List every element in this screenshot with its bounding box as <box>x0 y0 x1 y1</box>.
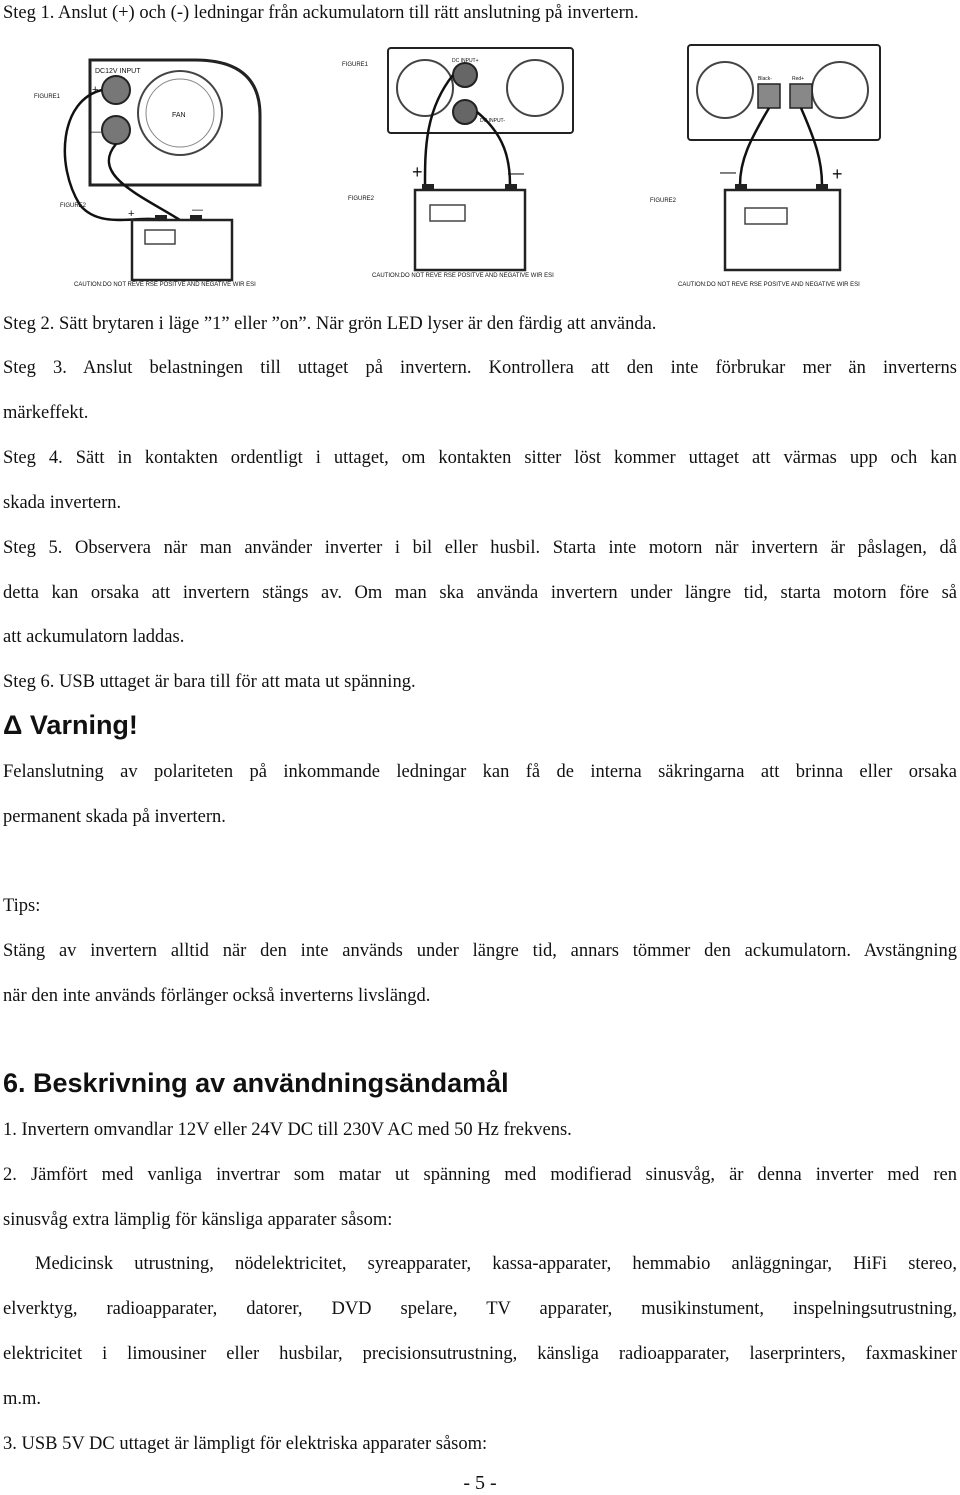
battery-minus-label: — <box>192 204 203 216</box>
minus-label: — <box>90 126 101 138</box>
step-5-line-3: att ackumulatorn laddas. <box>3 627 185 647</box>
figure2-label: FIGURE2 <box>650 198 677 204</box>
battery-minus-label: — <box>508 165 524 182</box>
warning-title: Δ Varning! <box>3 710 138 740</box>
caution-text: CAUTION:DO NOT REVE RSE POSITVE AND NEGATIVE WIR ESI <box>678 282 860 288</box>
tips-line-2: när den inte används förlänger också inverterns livslängd. <box>3 986 431 1006</box>
list-line-4: m.m. <box>3 1389 42 1409</box>
list-line-2: elverktyg, radioapparater, datorer, DVD spelare, TV apparater, musikinstument, inspelningsutrustning, <box>3 1299 957 1319</box>
warning-line-1: Felanslutning av polariteten på inkommande ledningar kan få de interna säkringarna att brinna eller orsaka <box>3 762 957 782</box>
caution-text: CAUTION:DO NOT REVE RSE POSITVE AND NEGATIVE WIR ESI <box>74 282 256 288</box>
step-3-line-2: märkeffekt. <box>3 403 89 423</box>
tips-label: Tips: <box>3 896 41 916</box>
battery-minus-label: — <box>720 164 736 181</box>
section-6-item-2-line-2: sinusvåg extra lämplig för känsliga apparater såsom: <box>3 1210 393 1230</box>
plus-label: + <box>92 84 99 96</box>
red-plus-label: Red+ <box>792 76 805 82</box>
step-3-line-1: Steg 3. Anslut belastningen till uttaget på invertern. Kontrollera att den inte förbrukar mer än inverterns <box>3 358 957 378</box>
dc-input-label: DC12V INPUT <box>95 68 141 75</box>
step-6: Steg 6. USB uttaget är bara till för att mata ut spänning. <box>3 672 416 692</box>
battery-plus-label: + <box>128 208 135 220</box>
figure1-label: FIGURE1 <box>34 94 61 100</box>
figure2-label: FIGURE2 <box>60 203 87 209</box>
warning-line-2: permanent skada på invertern. <box>3 807 226 827</box>
section-6-item-3: 3. USB 5V DC uttaget är lämpligt för elektriska apparater såsom: <box>3 1434 488 1454</box>
step-5-line-2: detta kan orsaka att invertern stängs av. Om man ska använda invertern under längre tid, starta motorn före så <box>3 583 957 603</box>
battery-plus-label: + <box>832 164 843 184</box>
figure-1-wiring-diagram <box>20 45 290 295</box>
battery-plus-label: + <box>412 162 423 182</box>
figure2-label: FIGURE2 <box>348 196 375 202</box>
page-number: - 5 - <box>463 1472 497 1494</box>
section-6-heading: 6. Beskrivning av användningsändamål <box>3 1068 509 1098</box>
section-6-item-1: 1. Invertern omvandlar 12V eller 24V DC till 230V AC med 50 Hz frekvens. <box>3 1120 572 1140</box>
section-6-item-2-line-1: 2. Jämfört med vanliga invertrar som matar ut spänning med modifierad sinusvåg, är denna inverter med ren <box>3 1165 957 1185</box>
figure-3-wiring-diagram <box>640 40 920 295</box>
dc-input-plus-label: DC INPUT+ <box>452 58 479 64</box>
step-4-line-2: skada invertern. <box>3 493 122 513</box>
black-minus-label: Black- <box>758 76 772 82</box>
step-1: Steg 1. Anslut (+) och (-) ledningar från ackumulatorn till rätt anslutning på invertern. <box>3 3 639 23</box>
tips-line-1: Stäng av invertern alltid när den inte används under längre tid, annars tömmer den ackumulatorn. Avstängning <box>3 941 957 961</box>
list-line-3: elektricitet i limousiner eller husbilar, precisionsutrustning, känsliga radioapparater, laserprinters, faxmaskiner <box>3 1344 957 1364</box>
list-line-1: Medicinsk utrustning, nödelektricitet, syreapparater, kassa-apparater, hemmabio anläggningar, HiFi stereo, <box>35 1254 957 1274</box>
step-4-line-1: Steg 4. Sätt in kontakten ordentligt i uttaget, om kontakten sitter löst kommer uttaget att värmas upp och kan <box>3 448 957 468</box>
fan-label: FAN <box>172 112 186 119</box>
caution-text: CAUTION:DO NOT REVE RSE POSITVE AND NEGATIVE WIR ESI <box>372 273 554 279</box>
figure1-label: FIGURE1 <box>342 62 369 68</box>
figure-2-wiring-diagram <box>340 40 600 290</box>
step-2: Steg 2. Sätt brytaren i läge ”1” eller ”on”. När grön LED lyser är den färdig att använda. <box>3 314 657 334</box>
step-5-line-1: Steg 5. Observera när man använder inverter i bil eller husbil. Starta inte motorn när invertern är påslagen, då <box>3 538 957 558</box>
dc-input-minus-label: DC INPUT- <box>480 118 505 124</box>
